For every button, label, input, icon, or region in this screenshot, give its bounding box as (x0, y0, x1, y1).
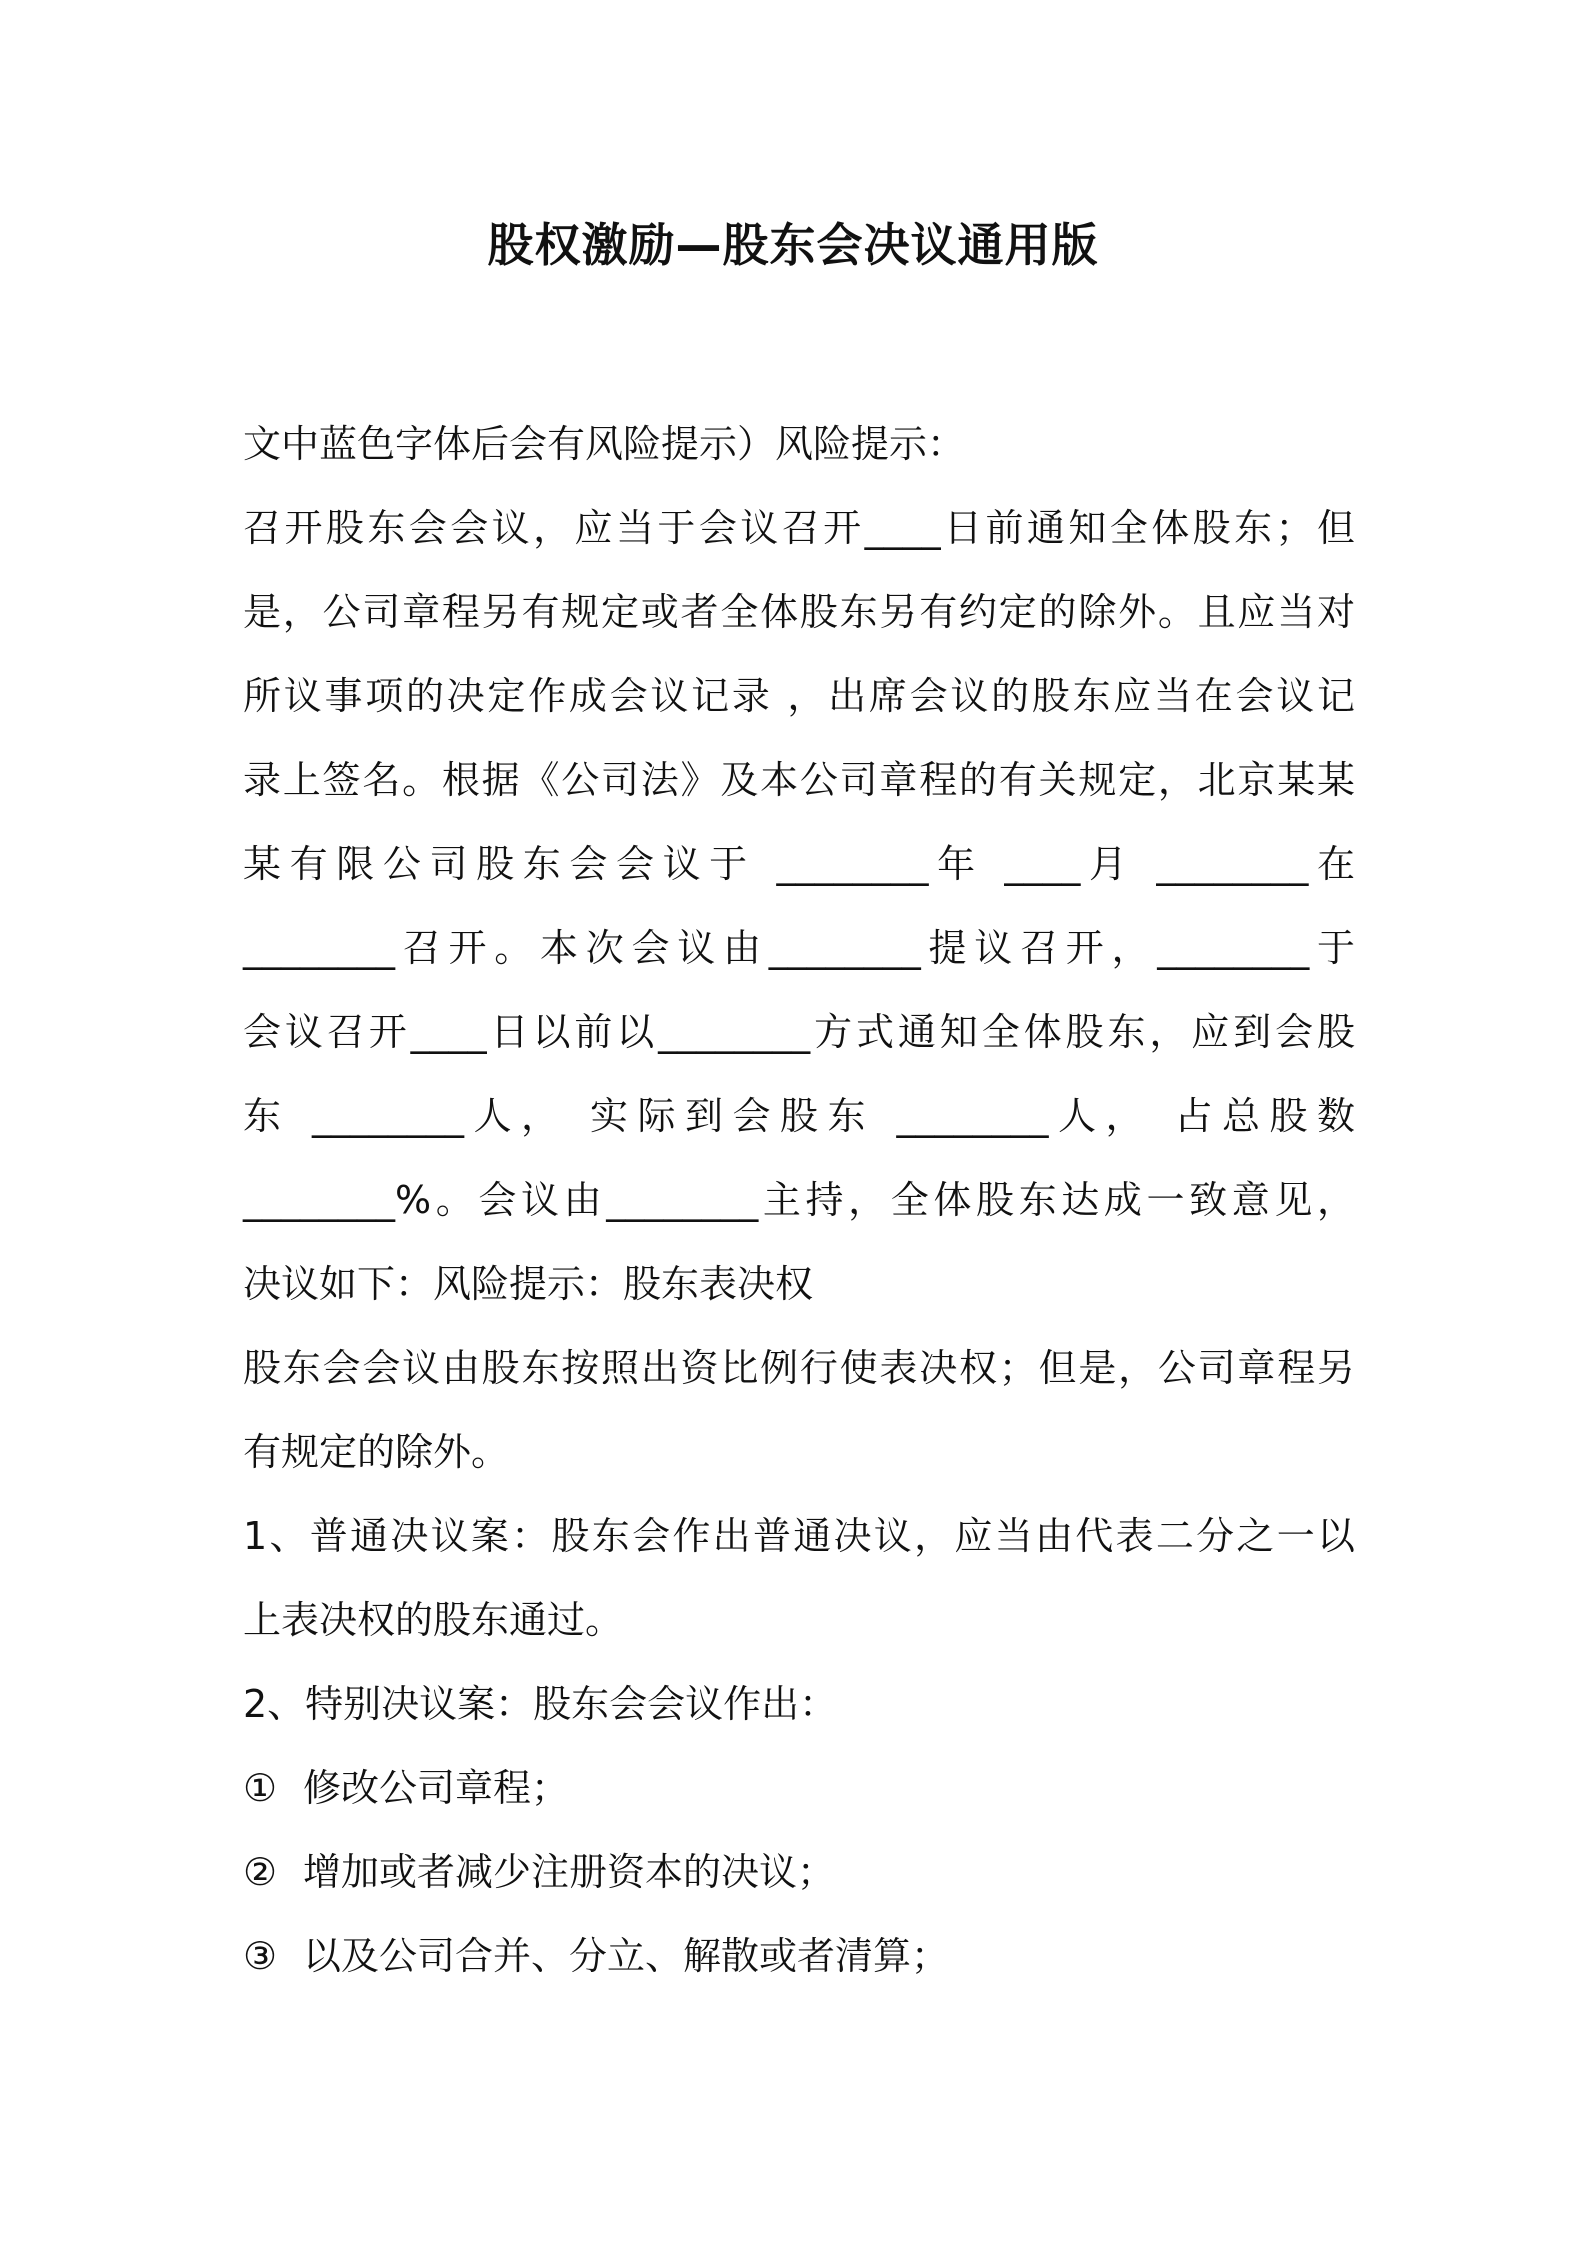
body-line: ________%。会议由________主持，全体股东达成一致意见， (243, 1178, 1355, 1222)
list-marker: ② (243, 1850, 278, 1894)
body-line: 某有限公司股东会会议于 ________年 ____月 ________在 (243, 842, 1355, 886)
list-item-text: 以及公司合并、分立、解散或者清算； (303, 1934, 950, 1978)
body-line: ________召开。本次会议由________提议召开，________于 (243, 926, 1355, 970)
document-title: 股权激励—股东会决议通用版 (487, 218, 1099, 272)
list-item-text: 增加或者减少注册资本的决议； (303, 1850, 836, 1894)
body-line: 召开股东会会议，应当于会议召开____日前通知全体股东；但 (243, 506, 1355, 550)
body-line: 是，公司章程另有规定或者全体股东另有约定的除外。且应当对 (243, 590, 1355, 634)
body-line: 有规定的除外。 (243, 1430, 510, 1474)
list-item (243, 1914, 1355, 1998)
document-body (243, 402, 1355, 1998)
body-line: 股东会会议由股东按照出资比例行使表决权；但是，公司章程另 (243, 1346, 1355, 1390)
body-line: 会议召开____日以前以________方式通知全体股东，应到会股 (243, 1010, 1355, 1054)
list-marker: ③ (243, 1934, 278, 1978)
body-line: 录上签名。根据《公司法》及本公司章程的有关规定，北京某某 (243, 758, 1355, 802)
body-line: 东 ________人， 实际到会股东 ________人， 占总股数 (243, 1094, 1355, 1138)
body-line: 1、普通决议案：股东会作出普通决议，应当由代表二分之一以 (243, 1514, 1355, 1558)
list-item (243, 1830, 1355, 1914)
list-item (243, 1746, 1355, 1830)
list-item-text: 修改公司章程； (303, 1766, 570, 1810)
body-line: 上表决权的股东通过。 (243, 1598, 624, 1642)
body-line: 决议如下：风险提示：股东表决权 (243, 1262, 814, 1306)
body-line: 文中蓝色字体后会有风险提示）风险提示： (243, 422, 966, 466)
body-line: 所议事项的决定作成会议记录 ，出席会议的股东应当在会议记 (243, 674, 1355, 718)
body-line: 2、特别决议案：股东会会议作出： (243, 1682, 838, 1726)
list-marker: ① (243, 1766, 278, 1810)
